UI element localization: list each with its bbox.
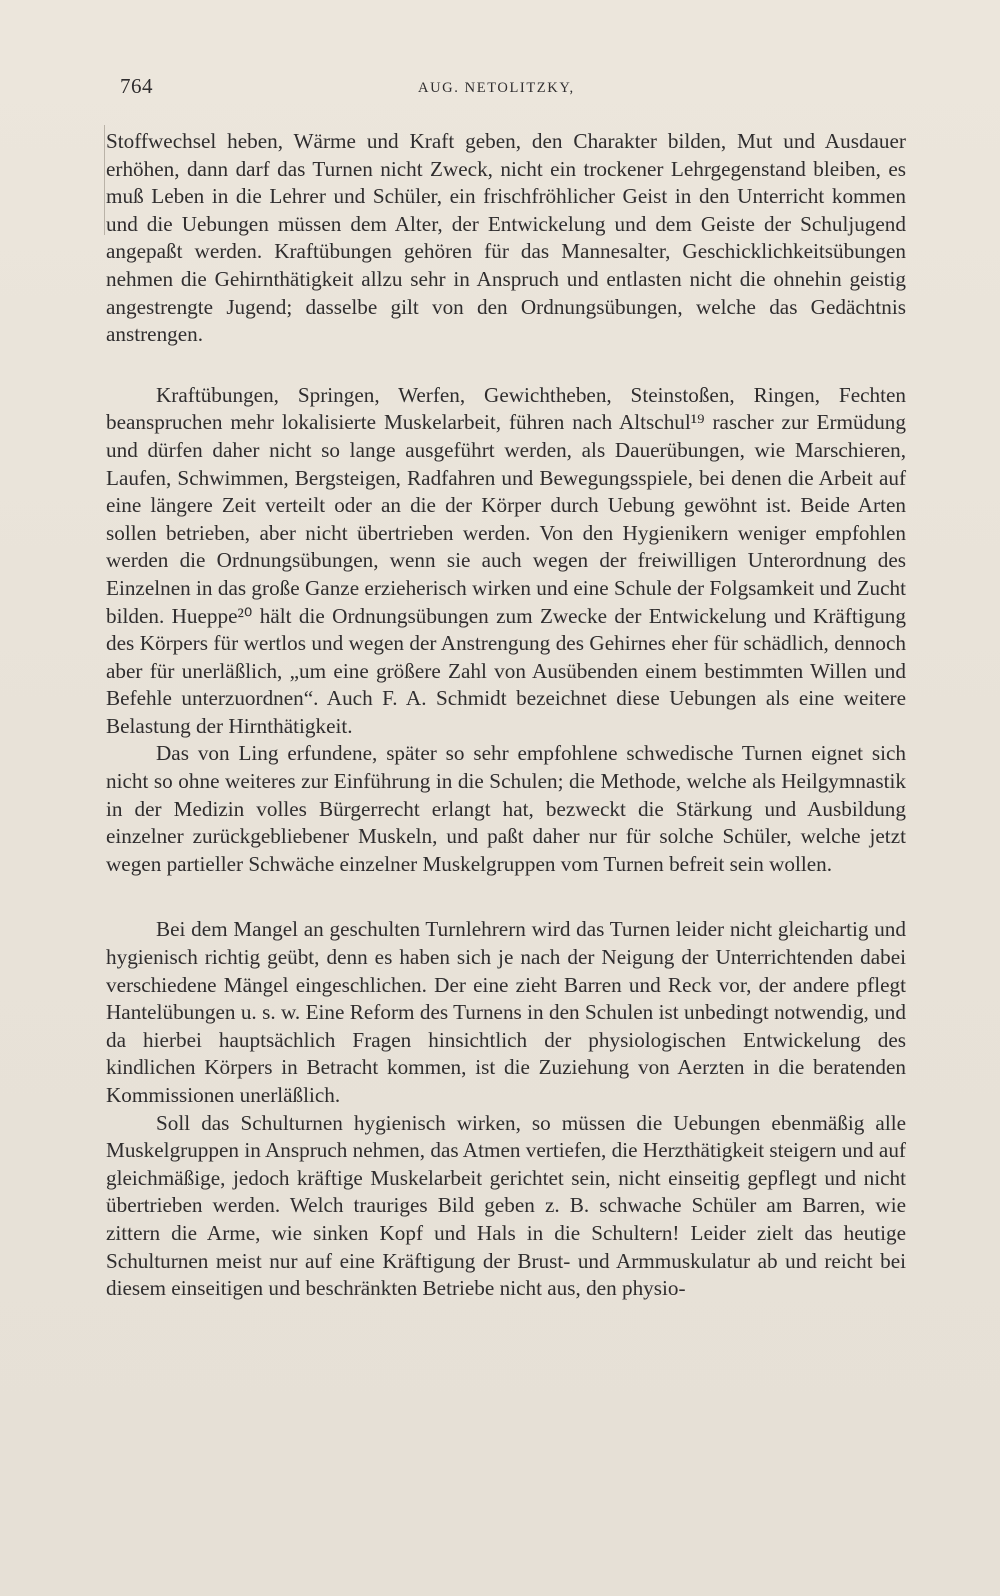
paragraph-5: Soll das Schulturnen hygienisch wirken, so müssen die Uebungen ebenmäßig alle Muskelgruppen in Anspruch nehmen, das Atmen vertiefen, die Herzthätigkeit steigern und auf gleichmäßige, jedoch kräftige Muskelarbeit gerichtet sein, nicht einseitig gepflegt und nicht übertrieben werden. Welch trauriges Bild geben z. B. schwache Schüler am Barren, wie zittern die Arme, wie sinken Kopf und Hals in die Schultern! Leider zielt das heutige Schulturnen meist nur auf eine Kräftigung der Brust- und Armmuskulatur ab und reicht bei diesem einseitigen und beschränkten Betriebe nicht aus, den physio- xyxy=(106,1110,906,1301)
paragraph-3: Das von Ling erfundene, später so sehr empfohlene schwedische Turnen eignet sich nicht so ohne weiteres zur Einführung in die Schulen; die Methode, welche als Heilgymnastik in der Medizin volles Bürgerrecht erlangt hat, bezweckt die Stärkung und Ausbildung einzelner zurückgebliebener Muskeln, und paßt daher nur für solche Schüler, welche jetzt wegen partieller Schwäche einzelner Muskelgruppen vom Turnen befreit sein wollen. xyxy=(106,741,906,876)
margin-line xyxy=(104,125,105,235)
body-text xyxy=(106,128,906,1303)
paragraph-4: Bei dem Mangel an geschulten Turnlehrern wird das Turnen leider nicht gleichartig und hygienisch richtig geübt, denn es haben sich je nach der Neigung der Unterrichtenden dabei verschiedene Mängel eingeschlichen. Der eine zieht Barren und Reck vor, der andere pflegt Hantelübungen u. s. w. Eine Reform des Turnens in den Schulen ist unbedingt notwendig, und da hierbei hauptsächlich Fragen hinsichtlich der physiologischen Entwickelung des kindlichen Körpers in Betracht kommen, ist die Zuziehung von Aerzten in die beratenden Kommissionen unerläßlich. xyxy=(106,917,906,1107)
paragraph-2: Kraftübungen, Springen, Werfen, Gewichtheben, Steinstoßen, Ringen, Fechten beanspruchen mehr lokalisierte Muskelarbeit, führen nach Altschul¹⁹ rascher zur Ermüdung und dürfen daher nicht so lange ausgeführt werden, als Dauerübungen, wie Marschieren, Laufen, Schwimmen, Bergsteigen, Radfahren und Bewegungsspiele, bei denen die Arbeit auf eine längere Zeit verteilt oder an die der Körper durch Uebung gewöhnt ist. Beide Arten sollen betrieben, aber nicht übertrieben werden. Von den Hygienikern weniger empfohlen werden die Ordnungsübungen, wenn sie auch wegen der freiwilligen Unterordnung des Einzelnen in das große Ganze erzieherisch wirken und eine Schule der Folgsamkeit und Zucht bilden. Hueppe²⁰ hält die Ordnungsübungen zum Zwecke der Entwickelung und Kräftigung des Körpers für wertlos und wegen der Anstrengung des Gehirnes eher für schädlich, dennoch aber für unerläßlich, „um eine größere Zahl von Ausübenden einem bestimmten Willen und Befehle unterzuordnen“. Auch F. A. Schmidt bezeichnet diese Uebungen als eine weitere Belastung der Hirnthätigkeit. xyxy=(106,382,906,738)
running-head: AUG. NETOLITZKY, xyxy=(418,80,575,96)
page-header xyxy=(120,74,910,104)
paragraph-1: Stoffwechsel heben, Wärme und Kraft geben, den Charakter bilden, Mut und Ausdauer erhöhen, dann darf das Turnen nicht Zweck, nicht ein trockener Lehrgegenstand bleiben, es muß Leben in die Lehrer und Schüler, ein frischfröhlicher Geist in den Unterricht kommen und die Uebungen müssen dem Alter, der Entwickelung und dem Geiste der Schuljugend angepaßt werden. Kraftübungen gehören für das Mannesalter, Geschicklichkeitsübungen nehmen die Gehirnthätigkeit allzu sehr in Anspruch und entlasten nicht die ohnehin geistig angestrengte Jugend; dasselbe gilt von den Ordnungsübungen, welche das Gedächtnis anstrengen. xyxy=(106,129,906,347)
page-number: 764 xyxy=(120,74,153,98)
